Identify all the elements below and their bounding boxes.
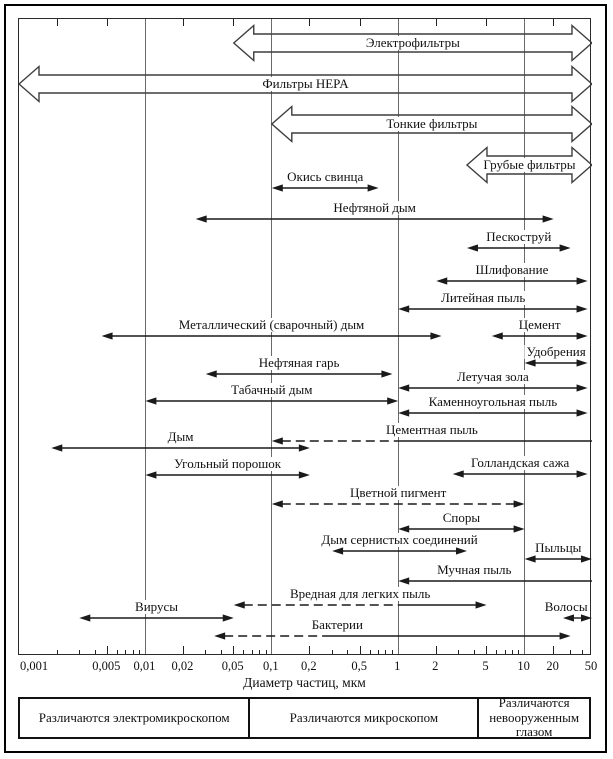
plot-area [18,18,591,655]
particle-label: Дым сернистых соединений [321,532,478,547]
arrowhead-right [476,601,487,608]
arrowhead-left [234,601,245,608]
x-tick-label: 0,01 [133,659,156,673]
arrowhead-right [560,244,571,251]
arrowhead-left [214,632,225,639]
arrowhead-left [272,184,283,191]
arrowhead-right [581,555,592,562]
arrowhead-right [368,184,379,191]
particle-label: Вредная для легких пыль [289,586,431,601]
particle-label: Цемент [518,317,561,332]
particle-label: Окись свинца [287,169,364,184]
particle-label: Литейная пыль [441,290,526,305]
particle-label: Нефтяной дым [333,200,416,215]
arrowhead-right [577,359,588,366]
arrowhead-right [299,444,310,451]
arrowhead-right [514,500,525,507]
particle-label: Металлический (сварочный) дым [178,317,365,332]
x-tick-label: 0,005 [92,659,121,673]
arrowhead-left [196,215,207,222]
visibility-band-cell: Различаются невооруженным глазом [477,699,589,737]
arrowhead-right [514,525,525,532]
x-tick-label: 1 [394,659,401,673]
x-tick-label: 10 [517,659,530,673]
arrowhead-right [560,632,571,639]
particle-label: Шлифование [475,262,549,277]
x-tick-label: 0,2 [301,659,317,673]
particle-label: Дым [167,429,194,444]
arrowhead-left [51,444,62,451]
arrowhead-left [272,437,283,444]
arrowhead-left [145,471,156,478]
arrowhead-right [577,332,588,339]
x-tick-label: 0,001 [19,659,49,673]
arrowhead-left [525,555,536,562]
arrowhead-left [398,384,409,391]
particle-label: Угольный порошок [174,456,282,471]
arrowhead-left [398,577,409,584]
x-tick-label: 5 [482,659,489,673]
particle-label: Пескоструй [486,229,552,244]
particle-label: Вирусы [135,599,178,614]
particle-label: Нефтяная гарь [258,355,340,370]
arrowhead-left [398,305,409,312]
particle-label: Бактерии [311,617,363,632]
arrowhead-right [577,409,588,416]
visibility-table [18,697,591,739]
particle-label: Пыльцы [535,540,582,555]
arrowhead-right [577,277,588,284]
visibility-band-cell: Различаются электромикроскопом [38,709,230,725]
arrowhead-left [398,409,409,416]
arrowhead-left [436,277,447,284]
x-tick-label: 0,02 [171,659,194,673]
arrowhead-right [577,470,588,477]
x-tick-label: 20 [546,659,559,673]
arrowhead-left [563,614,574,621]
arrowhead-left [453,470,464,477]
arrowhead-right [223,614,234,621]
arrowhead-right [430,332,441,339]
arrowhead-left [79,614,90,621]
particle-label: Цветной пигмент [350,485,447,500]
x-tick-label: 0,05 [221,659,244,673]
filter-label: Электрофильтры [365,35,460,50]
arrowhead-left [332,547,343,554]
particle-label: Голландская сажа [470,455,570,470]
arrowhead-left [492,332,503,339]
arrowhead-left [145,397,156,404]
particle-label: Мучная пыль [437,562,512,577]
arrowhead-left [525,359,536,366]
arrowhead-left [272,500,283,507]
arrowhead-right [387,397,398,404]
x-tick-label: 0,1 [262,659,279,673]
arrowhead-left [206,370,217,377]
particle-label: Цементная пыль [385,422,478,437]
x-tick-label: 50 [584,659,598,673]
particle-label: Табачный дым [231,382,313,397]
particle-label: Волосы [544,599,588,614]
arrow-layer [19,19,592,656]
arrowhead-right [577,384,588,391]
filter-label: Фильтры HEPA [262,76,349,91]
filter-label: Тонкие фильтры [386,116,478,131]
arrowhead-right [577,305,588,312]
arrowhead-right [456,547,467,554]
particle-label: Каменноугольная пыль [428,394,558,409]
arrowhead-right [381,370,392,377]
arrowhead-right [581,614,592,621]
arrowhead-right [299,471,310,478]
particle-label: Летучая зола [457,369,529,384]
arrowhead-right [543,215,554,222]
particle-label: Удобрения [526,344,586,359]
x-tick-label: 0,5 [351,659,367,673]
filter-label: Грубые фильтры [483,157,576,172]
arrowhead-left [102,332,113,339]
x-axis-title: Диаметр частиц, мкм [243,675,366,690]
arrowhead-left [467,244,478,251]
particle-label: Споры [442,510,481,525]
visibility-band-cell: Различаются микроскопом [248,699,477,737]
x-tick-label: 2 [432,659,439,673]
